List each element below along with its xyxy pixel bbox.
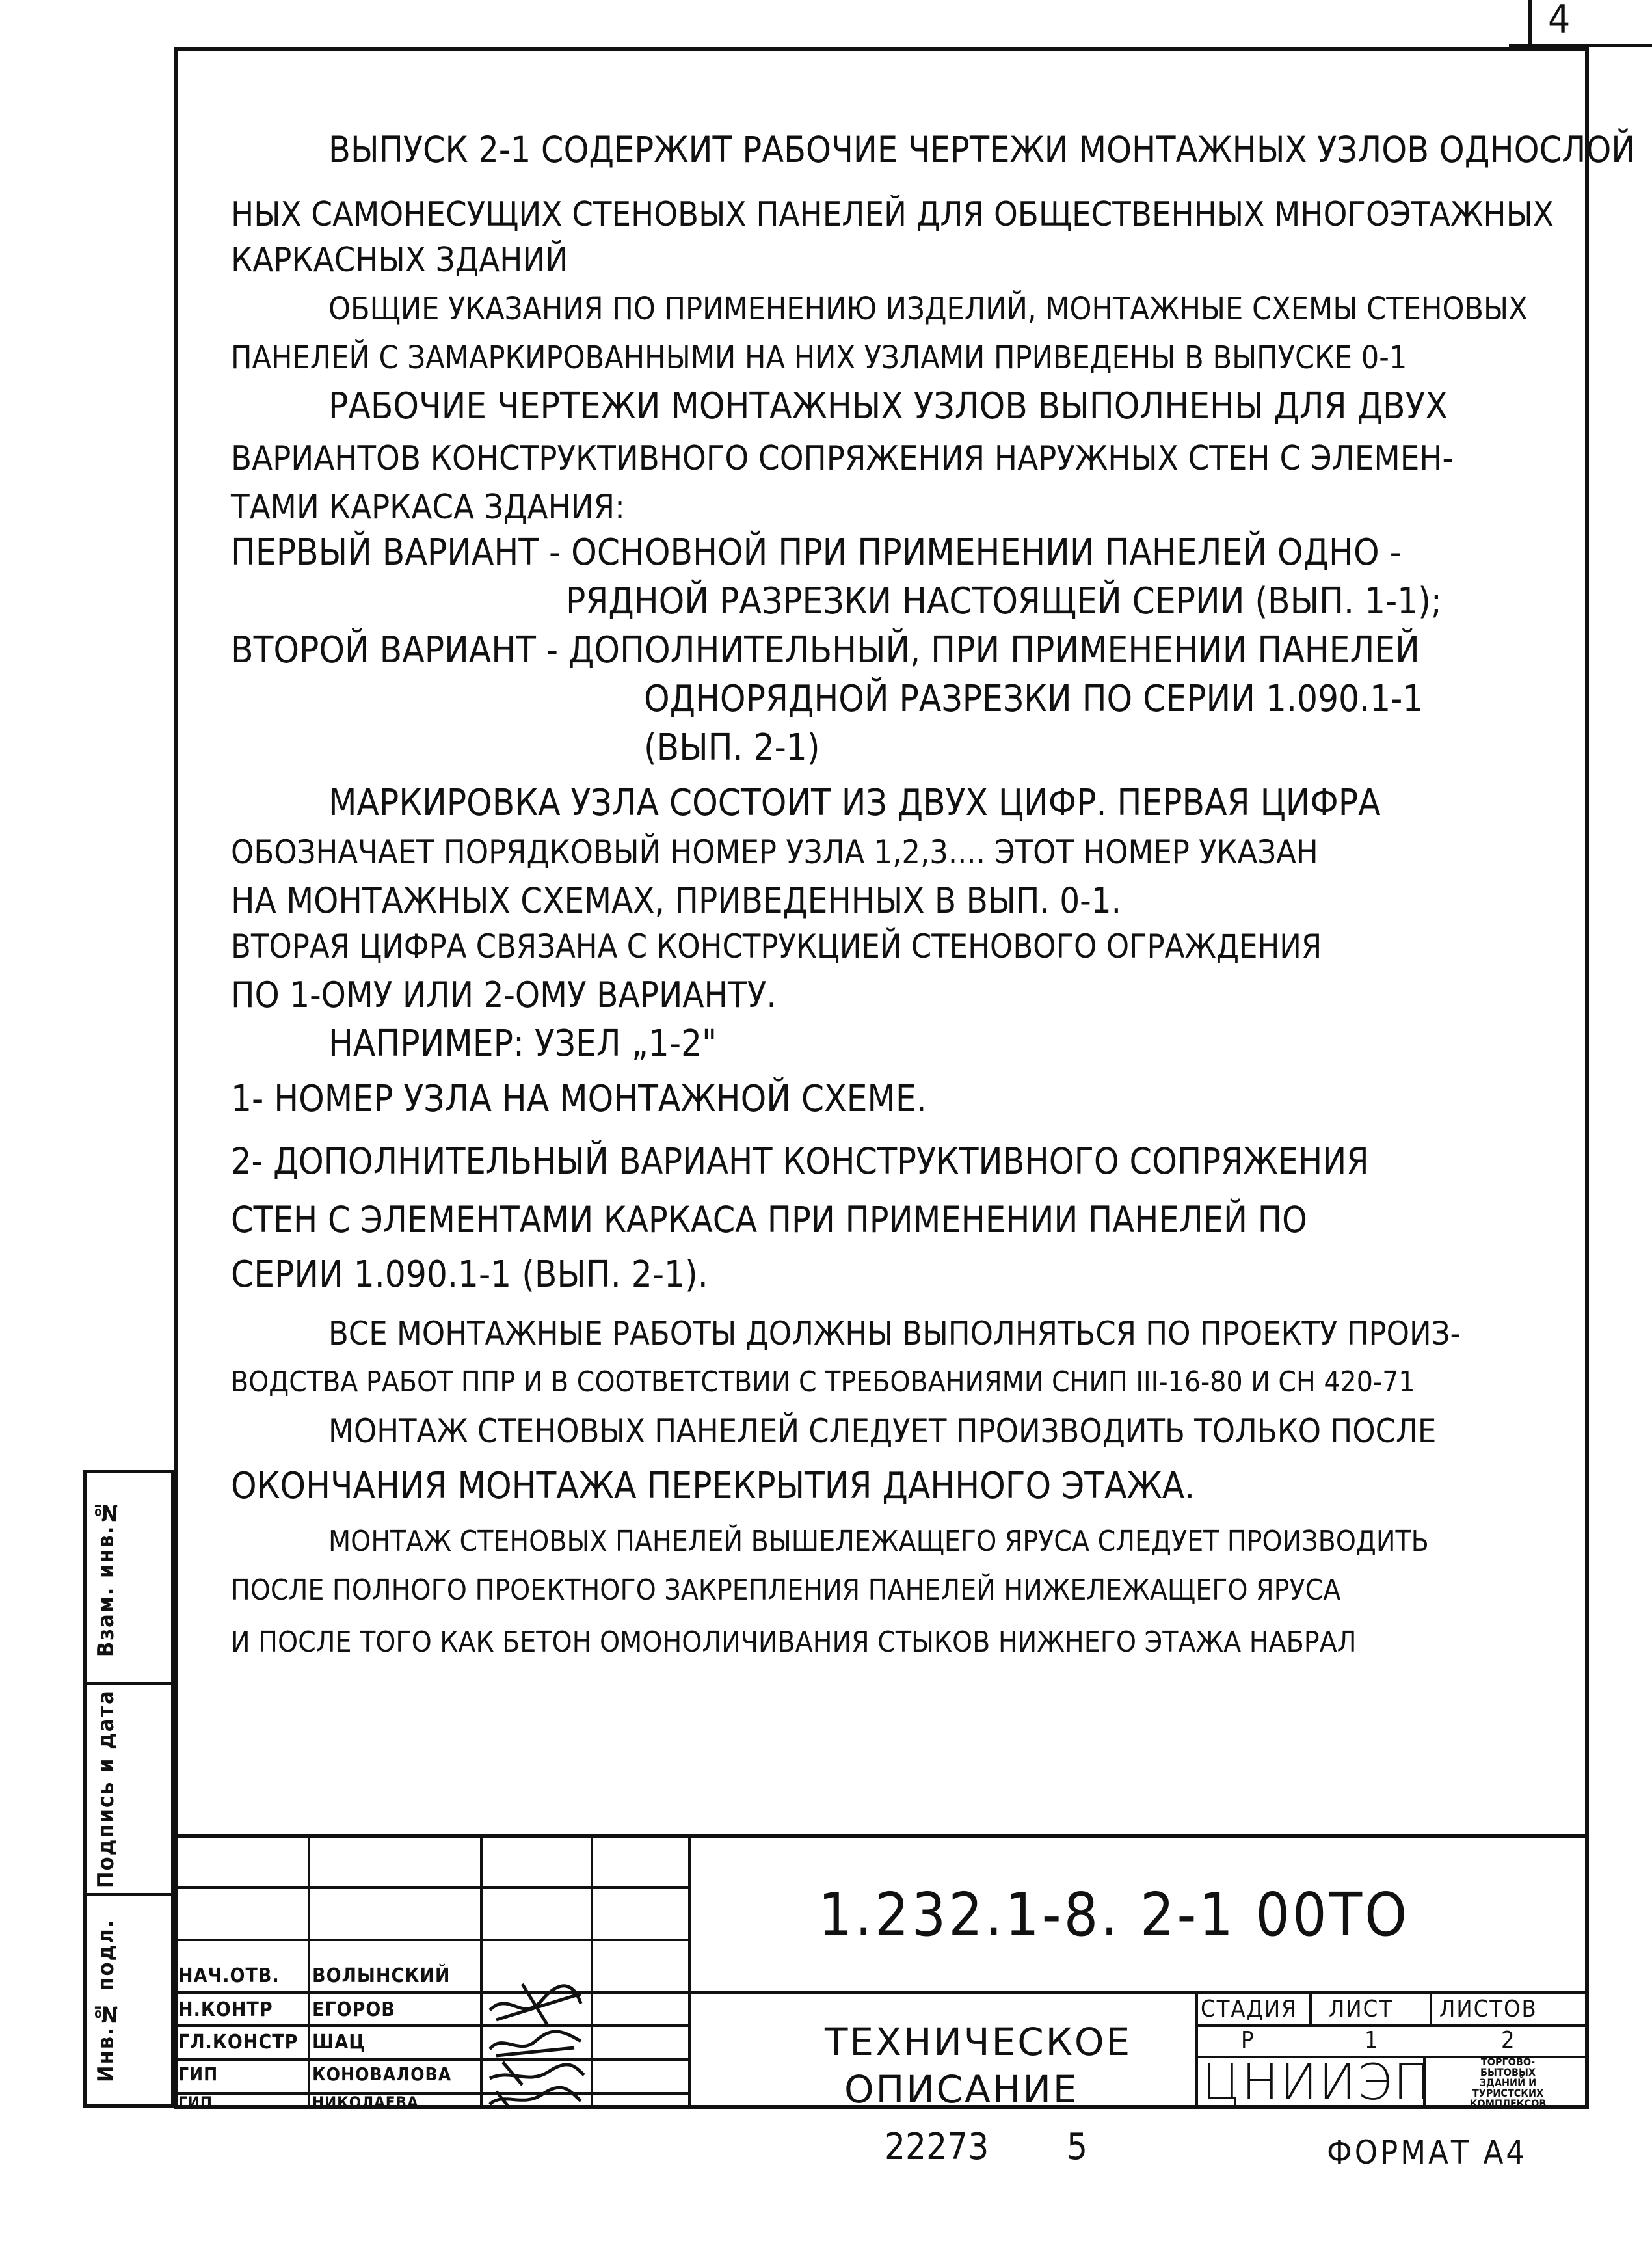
role-label: ГИП (178, 2093, 213, 2112)
body-line: СТЕН С ЭЛЕМЕНТАМИ КАРКАСА ПРИ ПРИМЕНЕНИИ ПАНЕЛЕЙ ПО (231, 1199, 1307, 1241)
organization-name-line: ТУРИСТСКИХ (1472, 2087, 1544, 2099)
document-title-line-2: ОПИСАНИЕ (844, 2067, 1079, 2112)
body-line: ВЫПУСК 2-1 СОДЕРЖИТ РАБОЧИЕ ЧЕРТЕЖИ МОНТАЖНЫХ УЗЛОВ ОДНОСЛОЙ (328, 129, 1636, 170)
sidebar-label: Подпись и дата (93, 1689, 119, 1888)
sidebar-cell (83, 1470, 174, 1685)
body-line: ОДНОРЯДНОЙ РАЗРЕЗКИ ПО СЕРИИ 1.090.1-1 (644, 678, 1424, 720)
document-code: 1.232.1-8. 2-1 00ТО (818, 1880, 1410, 1950)
sheet-value: 1 (1365, 2027, 1378, 2054)
inventory-number: 22273 (885, 2126, 989, 2168)
sidebar-label: Взам. инв.№ (93, 1497, 119, 1657)
body-line: НЫХ САМОНЕСУЩИХ СТЕНОВЫХ ПАНЕЛЕЙ ДЛЯ ОБЩЕСТВЕННЫХ МНОГОЭТАЖНЫХ (231, 195, 1554, 234)
body-line: ВАРИАНТОВ КОНСТРУКТИВНОГО СОПРЯЖЕНИЯ НАРУЖНЫХ СТЕН С ЭЛЕМЕН- (231, 439, 1454, 478)
stage-value: Р (1241, 2027, 1254, 2054)
sheets-header: ЛИСТОВ (1439, 1996, 1538, 2022)
role-label: НАЧ.ОТВ. (178, 1965, 280, 1987)
body-line: И ПОСЛЕ ТОГО КАК БЕТОН ОМОНОЛИЧИВАНИЯ СТЫКОВ НИЖНЕГО ЭТАЖА НАБРАЛ (231, 1626, 1357, 1659)
sidebar-label: Инв.№ подл. (93, 1918, 119, 2082)
role-label: Н.КОНТР (178, 1998, 273, 2021)
title-block (174, 1834, 1589, 2112)
body-line: ВТОРАЯ ЦИФРА СВЯЗАНА С КОНСТРУКЦИЕЙ СТЕНОВОГО ОГРАЖДЕНИЯ (231, 928, 1322, 965)
role-name: ВОЛЫНСКИЙ (312, 1965, 451, 1987)
role-name: НИКОЛАЕВА (312, 2093, 419, 2112)
body-line: ПОСЛЕ ПОЛНОГО ПРОЕКТНОГО ЗАКРЕПЛЕНИЯ ПАНЕЛЕЙ НИЖЕЛЕЖАЩЕГО ЯРУСА (231, 1574, 1341, 1607)
sidebar-cell (83, 1893, 174, 2108)
sheet-header: ЛИСТ (1329, 1996, 1393, 2022)
body-line: РАБОЧИЕ ЧЕРТЕЖИ МОНТАЖНЫХ УЗЛОВ ВЫПОЛНЕНЫ ДЛЯ ДВУХ (328, 385, 1448, 427)
copy-number: 5 (1067, 2126, 1088, 2168)
body-line: ОБОЗНАЧАЕТ ПОРЯДКОВЫЙ НОМЕР УЗЛА 1,2,3.... ЭТОТ НОМЕР УКАЗАН (231, 833, 1318, 871)
organization-name (1428, 2057, 1588, 2109)
document-title-line-1: ТЕХНИЧЕСКОЕ (825, 2020, 1132, 2064)
sheets-value: 2 (1501, 2027, 1515, 2054)
sidebar-cell (83, 1682, 174, 1896)
organization-name-line: КОМПЛЕКСОВ (1469, 2097, 1547, 2110)
corner-tick (1528, 0, 1532, 46)
body-line: ТАМИ КАРКАСА ЗДАНИЯ: (231, 488, 625, 527)
body-line: МОНТАЖ СТЕНОВЫХ ПАНЕЛЕЙ СЛЕДУЕТ ПРОИЗВОДИТЬ ТОЛЬКО ПОСЛЕ (328, 1412, 1437, 1450)
body-line: ВТОРОЙ ВАРИАНТ - ДОПОЛНИТЕЛЬНЫЙ, ПРИ ПРИМЕНЕНИИ ПАНЕЛЕЙ (231, 629, 1420, 671)
body-line: НАПРИМЕР: УЗЕЛ „1-2" (328, 1023, 717, 1065)
page-number: 4 (1548, 0, 1571, 42)
body-line: НА МОНТАЖНЫХ СХЕМАХ, ПРИВЕДЕННЫХ В ВЫП. 0-1. (231, 880, 1122, 921)
role-name: КОНОВАЛОВА (312, 2063, 452, 2085)
body-line: ОКОНЧАНИЯ МОНТАЖА ПЕРЕКРЫТИЯ ДАННОГО ЭТАЖА. (231, 1465, 1195, 1507)
organization-logo: ЦНИИЭП (1202, 2053, 1432, 2111)
body-line: (ВЫП. 2-1) (644, 727, 820, 769)
signature-marks (483, 1965, 591, 2109)
sidebar-stamp (83, 1470, 174, 2108)
body-line: ПЕРВЫЙ ВАРИАНТ - ОСНОВНОЙ ПРИ ПРИМЕНЕНИИ ПАНЕЛЕЙ ОДНО - (231, 531, 1402, 574)
role-name: ШАЦ (312, 2031, 366, 2054)
body-line: 1- НОМЕР УЗЛА НА МОНТАЖНОЙ СХЕМЕ. (231, 1078, 927, 1120)
role-name: ЕГОРОВ (312, 1998, 395, 2021)
body-line: 2- ДОПОЛНИТЕЛЬНЫЙ ВАРИАНТ КОНСТРУКТИВНОГО СОПРЯЖЕНИЯ (231, 1140, 1369, 1182)
body-line: КАРКАСНЫХ ЗДАНИЙ (231, 241, 568, 280)
paper-format: ФОРМАТ А4 (1327, 2134, 1527, 2171)
body-line: ОБЩИЕ УКАЗАНИЯ ПО ПРИМЕНЕНИЮ ИЗДЕЛИЙ, МОНТАЖНЫЕ СХЕМЫ СТЕНОВЫХ (328, 291, 1528, 327)
body-line: ВОДСТВА РАБОТ ППР И В СООТВЕТСТВИИ С ТРЕБОВАНИЯМИ СНИП III-16-80 И СН 420-71 (231, 1365, 1415, 1399)
body-line: СЕРИИ 1.090.1-1 (ВЫП. 2-1). (231, 1254, 708, 1296)
body-line: РЯДНОЙ РАЗРЕЗКИ НАСТОЯЩЕЙ СЕРИИ (ВЫП. 1-1); (566, 580, 1442, 623)
role-label: ГИП (178, 2063, 219, 2085)
body-line: ВСЕ МОНТАЖНЫЕ РАБОТЫ ДОЛЖНЫ ВЫПОЛНЯТЬСЯ ПО ПРОЕКТУ ПРОИЗ- (328, 1315, 1461, 1352)
role-label: ГЛ.КОНСТР (178, 2031, 299, 2054)
organization-name-line: БЫТОВЫХ (1480, 2066, 1536, 2078)
organization-name-line: ЗДАНИЙ И (1479, 2076, 1537, 2089)
body-line: ПАНЕЛЕЙ С ЗАМАРКИРОВАННЫМИ НА НИХ УЗЛАМИ ПРИВЕДЕНЫ В ВЫПУСКЕ 0-1 (231, 340, 1407, 376)
body-line: ПО 1-ОМУ ИЛИ 2-ОМУ ВАРИАНТУ. (231, 974, 777, 1015)
stage-header: СТАДИЯ (1201, 1996, 1298, 2022)
organization-name-line: ТОРГОВО- (1480, 2056, 1536, 2068)
body-line: МОНТАЖ СТЕНОВЫХ ПАНЕЛЕЙ ВЫШЕЛЕЖАЩЕГО ЯРУСА СЛЕДУЕТ ПРОИЗВОДИТЬ (328, 1525, 1429, 1558)
body-line: МАРКИРОВКА УЗЛА СОСТОИТ ИЗ ДВУХ ЦИФР. ПЕРВАЯ ЦИФРА (328, 782, 1381, 824)
